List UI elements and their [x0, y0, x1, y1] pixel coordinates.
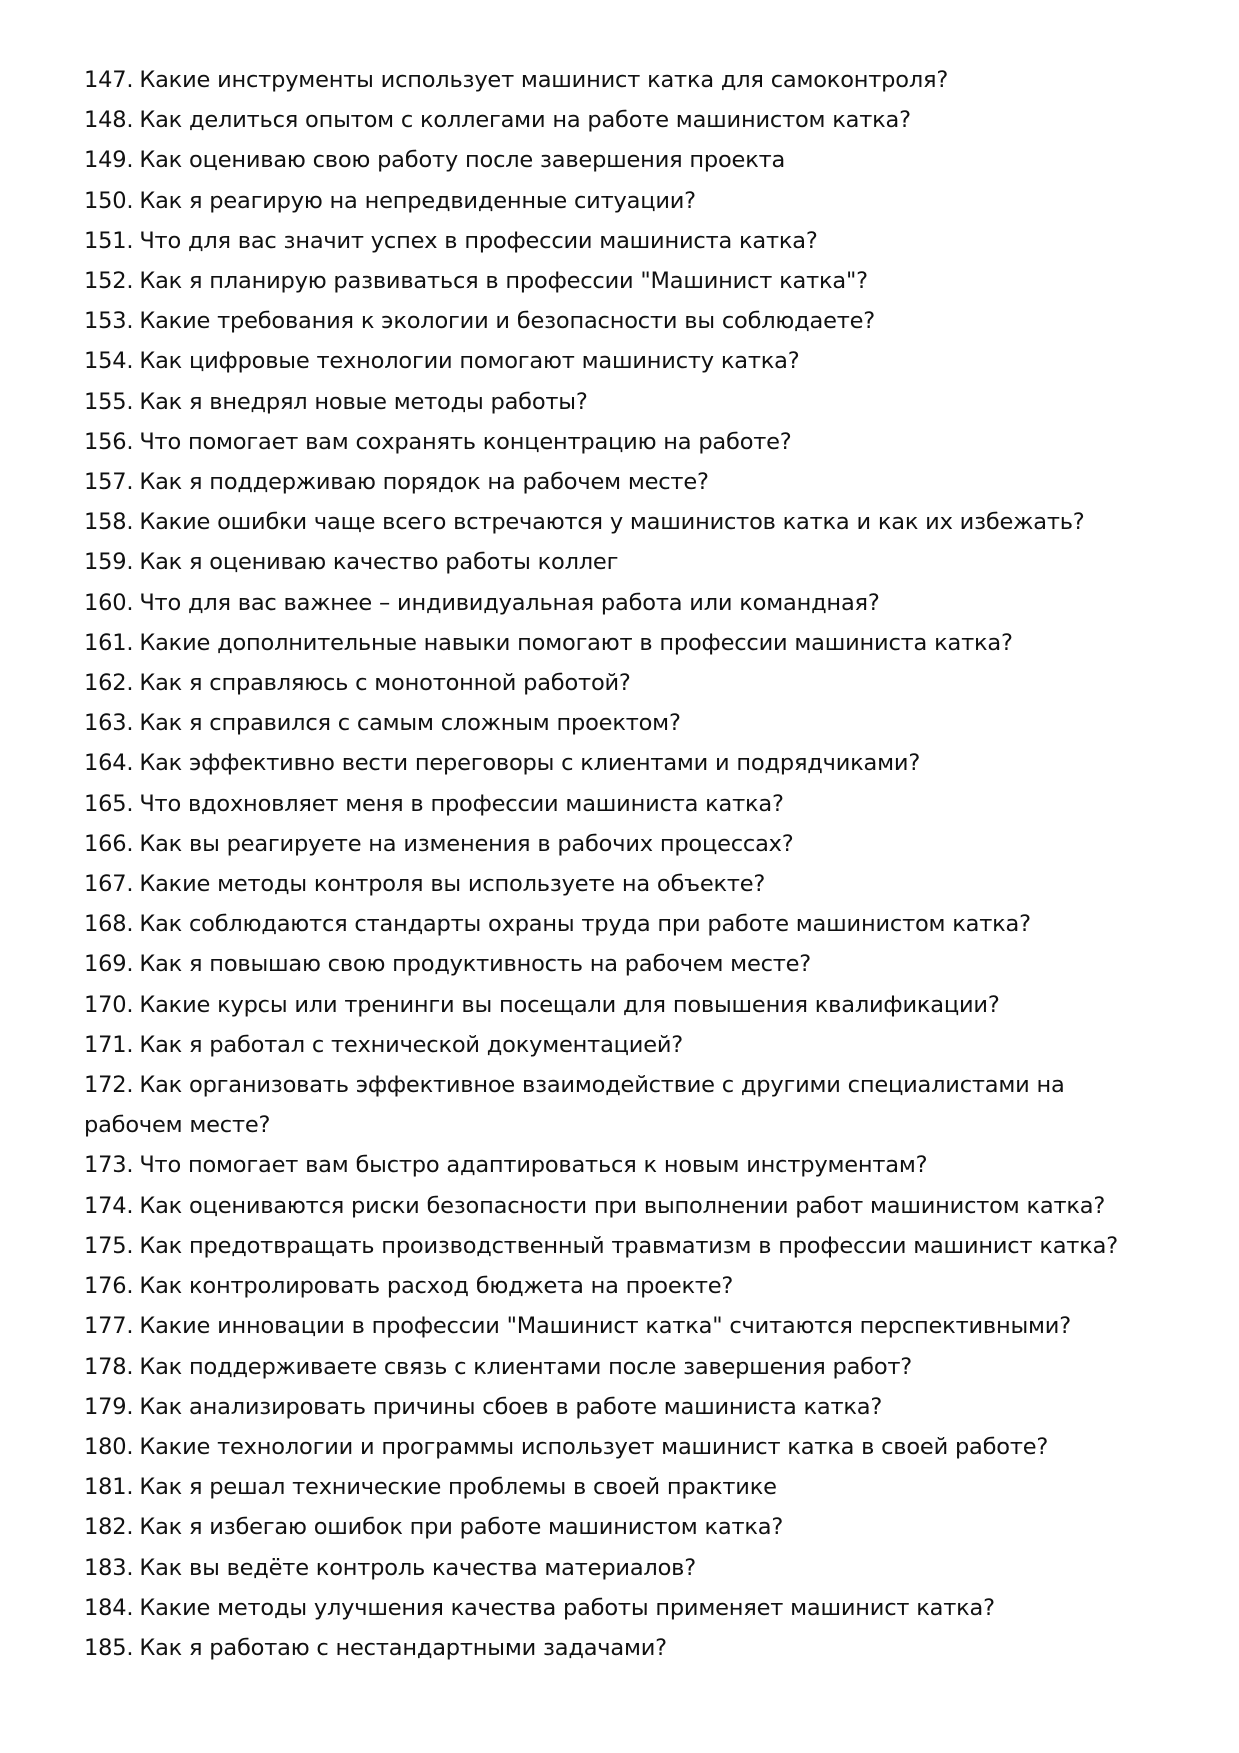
list-item: [84, 1548, 1164, 1588]
question-number: 171.: [84, 1031, 134, 1058]
question-number: 184.: [84, 1594, 134, 1621]
question-text: Что помогает вам сохранять концентрацию на работе?: [139, 428, 792, 455]
question-number: 159.: [84, 549, 134, 576]
question-text: Как я избегаю ошибок при работе машинистом катка?: [139, 1514, 784, 1541]
list-item: [84, 1186, 1164, 1226]
question-number: 185.: [84, 1634, 134, 1661]
list-item: [84, 1065, 1164, 1145]
question-text: Какие дополнительные навыки помогают в профессии машиниста катка?: [139, 629, 1013, 656]
question-number: 154.: [84, 348, 134, 375]
list-item: [84, 824, 1164, 864]
list-item: [84, 1306, 1164, 1346]
question-text: Как предотвращать производственный травматизм в профессии машинист катка?: [139, 1232, 1118, 1259]
list-item: [84, 1467, 1164, 1507]
list-item: [84, 1628, 1164, 1668]
list-item: [84, 261, 1164, 301]
list-item: [84, 140, 1164, 180]
question-number: 148.: [84, 107, 134, 134]
question-number: 162.: [84, 670, 134, 697]
list-item: [84, 1145, 1164, 1185]
question-text: Как цифровые технологии помогают машинисту катка?: [139, 348, 800, 375]
question-number: 150.: [84, 187, 134, 214]
question-text: Как я оцениваю качество работы коллег: [139, 549, 619, 576]
question-text: Что для вас значит успех в профессии машиниста катка?: [139, 227, 818, 254]
list-item: [84, 422, 1164, 462]
question-number: 156.: [84, 428, 134, 455]
question-text: Как я реагирую на непредвиденные ситуации?: [139, 187, 696, 214]
list-item: [84, 904, 1164, 944]
question-number: 155.: [84, 388, 134, 415]
list-item: [84, 221, 1164, 261]
question-text: Какие требования к экологии и безопасности вы соблюдаете?: [139, 308, 876, 335]
list-item: [84, 462, 1164, 502]
question-number: 175.: [84, 1232, 134, 1259]
question-number: 158.: [84, 509, 134, 536]
question-text: Как я работал с технической документацией?: [139, 1031, 683, 1058]
question-number: 178.: [84, 1353, 134, 1380]
list-item: [84, 864, 1164, 904]
question-number: 166.: [84, 830, 134, 857]
question-number: 177.: [84, 1313, 134, 1340]
question-number: 169.: [84, 951, 134, 978]
question-text: Какие технологии и программы использует машинист катка в своей работе?: [139, 1433, 1049, 1460]
question-number: 168.: [84, 911, 134, 938]
question-number: 173.: [84, 1152, 134, 1179]
list-item: [84, 502, 1164, 542]
list-item: [84, 1507, 1164, 1547]
list-item: [84, 181, 1164, 221]
list-item: [84, 1025, 1164, 1065]
question-number: 176.: [84, 1273, 134, 1300]
question-text: Как делиться опытом с коллегами на работе машинистом катка?: [139, 107, 911, 134]
question-number: 161.: [84, 629, 134, 656]
question-text: Что вдохновляет меня в профессии машиниста катка?: [139, 790, 784, 817]
question-text: Какие методы улучшения качества работы применяет машинист катка?: [139, 1594, 995, 1621]
list-item: [84, 1427, 1164, 1467]
question-text: Как оцениваются риски безопасности при выполнении работ машинистом катка?: [139, 1192, 1106, 1219]
question-text: Как я работаю с нестандартными задачами?: [139, 1634, 667, 1661]
question-number: 147.: [84, 67, 134, 93]
list-item: [84, 623, 1164, 663]
question-text: Какие курсы или тренинги вы посещали для повышения квалификации?: [139, 991, 1000, 1018]
question-text: Что помогает вам быстро адаптироваться к новым инструментам?: [139, 1152, 928, 1179]
question-text: Как оцениваю свою работу после завершения проекта: [139, 147, 786, 174]
question-number: 164.: [84, 750, 134, 777]
question-number: 165.: [84, 790, 134, 817]
question-text: Что для вас важнее – индивидуальная работа или командная?: [139, 589, 880, 616]
question-text: Как эффективно вести переговоры с клиентами и подрядчиками?: [139, 750, 921, 777]
question-text: Какие ошибки чаще всего встречаются у машинистов катка и как их избежать?: [139, 509, 1085, 536]
question-number: 181.: [84, 1474, 134, 1501]
list-item: [84, 663, 1164, 703]
question-number: 172.: [84, 1072, 134, 1099]
list-item: [84, 341, 1164, 381]
list-item: [84, 703, 1164, 743]
question-number: 167.: [84, 871, 134, 898]
question-number: 170.: [84, 991, 134, 1018]
question-number: 163.: [84, 710, 134, 737]
list-item: [84, 1266, 1164, 1306]
question-text: Как я справился с самым сложным проектом?: [139, 710, 681, 737]
question-text: Какие инструменты использует машинист катка для самоконтроля?: [139, 67, 949, 93]
list-item: [84, 382, 1164, 422]
list-item: [84, 1387, 1164, 1427]
list-item: [84, 60, 1164, 100]
list-item: [84, 985, 1164, 1025]
question-list: [84, 60, 1164, 1668]
question-number: 149.: [84, 147, 134, 174]
question-number: 174.: [84, 1192, 134, 1219]
list-item: [84, 1347, 1164, 1387]
question-number: 153.: [84, 308, 134, 335]
list-item: [84, 944, 1164, 984]
list-item: [84, 583, 1164, 623]
question-number: 179.: [84, 1393, 134, 1420]
question-number: 152.: [84, 268, 134, 295]
list-item: [84, 1588, 1164, 1628]
question-text: Какие инновации в профессии "Машинист катка" считаются перспективными?: [139, 1313, 1071, 1340]
question-text: Как вы ведёте контроль качества материалов?: [139, 1554, 696, 1581]
question-text: Как анализировать причины сбоев в работе машиниста катка?: [139, 1393, 883, 1420]
question-text: Как я поддерживаю порядок на рабочем месте?: [139, 469, 709, 496]
question-text: Как я решал технические проблемы в своей практике: [139, 1474, 777, 1501]
question-text: Как я внедрял новые методы работы?: [139, 388, 588, 415]
list-item: [84, 301, 1164, 341]
list-item: [84, 784, 1164, 824]
list-item: [84, 100, 1164, 140]
question-text: Как контролировать расход бюджета на проекте?: [139, 1273, 734, 1300]
question-text: Как я справляюсь с монотонной работой?: [139, 670, 631, 697]
question-text: Как вы реагируете на изменения в рабочих процессах?: [139, 830, 794, 857]
question-text: Как поддерживаете связь с клиентами после завершения работ?: [139, 1353, 913, 1380]
question-number: 151.: [84, 227, 134, 254]
question-text: Как я планирую развиваться в профессии "Машинист катка"?: [139, 268, 868, 295]
question-text: Как соблюдаются стандарты охраны труда при работе машинистом катка?: [139, 911, 1031, 938]
question-text: Какие методы контроля вы используете на объекте?: [139, 871, 766, 898]
question-number: 182.: [84, 1514, 134, 1541]
list-item: [84, 1226, 1164, 1266]
list-item: [84, 743, 1164, 783]
question-number: 157.: [84, 469, 134, 496]
question-number: 180.: [84, 1433, 134, 1460]
list-item: [84, 542, 1164, 582]
question-number: 160.: [84, 589, 134, 616]
question-text: Как я повышаю свою продуктивность на рабочем месте?: [139, 951, 812, 978]
question-text: Как организовать эффективное взаимодействие с другими специалистами на рабочем месте?: [84, 1072, 1065, 1139]
question-number: 183.: [84, 1554, 134, 1581]
